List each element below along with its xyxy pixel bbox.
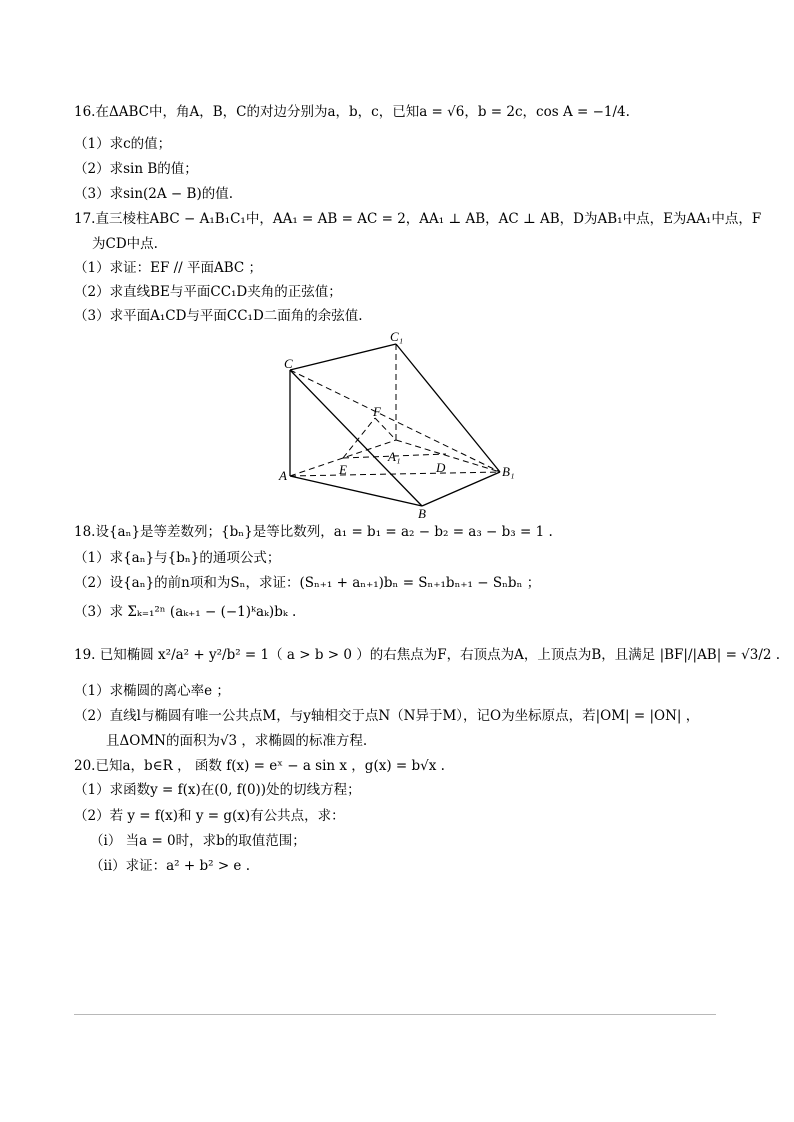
label-E: E [339,462,347,477]
problem-16-stem: 16.在ΔABC中，角A，B，C的对边分别为a，b，c，已知a = √6，b = 2c，cos A = −1/4. [74,104,630,120]
problem-17-q1: （1）求证：EF // 平面ABC ； [74,260,263,276]
label-B1: B₁ [502,464,515,479]
label-C: C [284,356,293,371]
problem-18-q2: （2）设{aₙ}的前n项和为Sₙ，求证：(Sₙ₊₁ + aₙ₊₁)bₙ = Sₙ₊₁bₙ₊₁ − Sₙbₙ ； [74,575,541,591]
prism-diagram [270,328,515,518]
problem-20-stem: 20.已知a，b∈R ， 函数 f(x) = eˣ − a sin x ，g(x) = b√x . [74,758,445,774]
problem-19-q1: （1）求椭圆的离心率e ； [74,683,230,699]
problem-19-stem: 19. 已知椭圆 x²/a² + y²/b² = 1（ a > b > 0 ）的右焦点为F，右顶点为A，上顶点为B，且满足 |BF|/|AB| = √3/2 . [74,647,781,663]
problem-20-q1: （1）求函数y = f(x)在(0, f(0))处的切线方程； [74,782,361,798]
label-C1: C₁ [390,329,404,344]
problem-16-q3: （3）求sin(2A − B)的值. [74,186,234,202]
label-A: A [279,468,287,483]
edge-A1-B1 [396,440,500,472]
label-A1: A₁ [388,449,401,464]
edge-B-B1 [422,472,500,506]
problem-19-q2-line1: （2）直线l与椭圆有唯一公共点M，与y轴相交于点N（N异于M），记O为坐标原点，若|OM| = |ON| ， [74,708,700,724]
prism-figure [270,328,515,522]
problem-20-q2-ii: （ii）求证：a² + b² > e . [90,858,251,874]
label-F: F [373,404,381,419]
segment-F-A1 [375,418,396,440]
footer-divider [74,1014,716,1015]
label-D: D [436,460,446,475]
edge-C1-B1 [396,344,500,472]
problem-16-q2: （2）求sin B的值； [74,161,198,177]
edge-C-C1 [290,344,396,370]
edge-C-B [290,370,422,506]
problem-17-stem-line2: 为CD中点. [92,236,158,252]
problem-17-stem-line1: 17.直三棱柱ABC − A₁B₁C₁中，AA₁ = AB = AC = 2，AA₁ ⊥ AB，AC ⊥ AB，D为AB₁中点，E为AA₁中点，F [74,211,762,227]
problem-16-q1: （1）求c的值； [74,136,172,152]
label-B: B [418,506,426,518]
edge-A-B1 [290,472,500,476]
problem-17-q3: （3）求平面A₁CD与平面CC₁D二面角的余弦值. [74,308,363,324]
problem-17-q2: （2）求直线BE与平面CC₁D夹角的正弦值； [74,284,342,300]
problem-18-stem: 18.设{aₙ}是等差数列；{bₙ}是等比数列，a₁ = b₁ = a₂ − b₂ = a₃ − b₃ = 1 . [74,524,553,540]
problem-20-q2-i: （i） 当a = 0时，求b的取值范围； [90,833,306,849]
problem-19-q2-line2: 且ΔOMN的面积为√3 ，求椭圆的标准方程. [106,733,368,749]
problem-20-q2: （2）若 y = f(x)和 y = g(x)有公共点，求： [74,808,345,824]
problem-18-q3: （3）求 Σₖ₌₁²ⁿ (aₖ₊₁ − (−1)ᵏaₖ)bₖ . [74,604,297,620]
problem-18-q1: （1）求{aₙ}与{bₙ}的通项公式； [74,550,281,566]
edge-A-B [290,476,422,506]
